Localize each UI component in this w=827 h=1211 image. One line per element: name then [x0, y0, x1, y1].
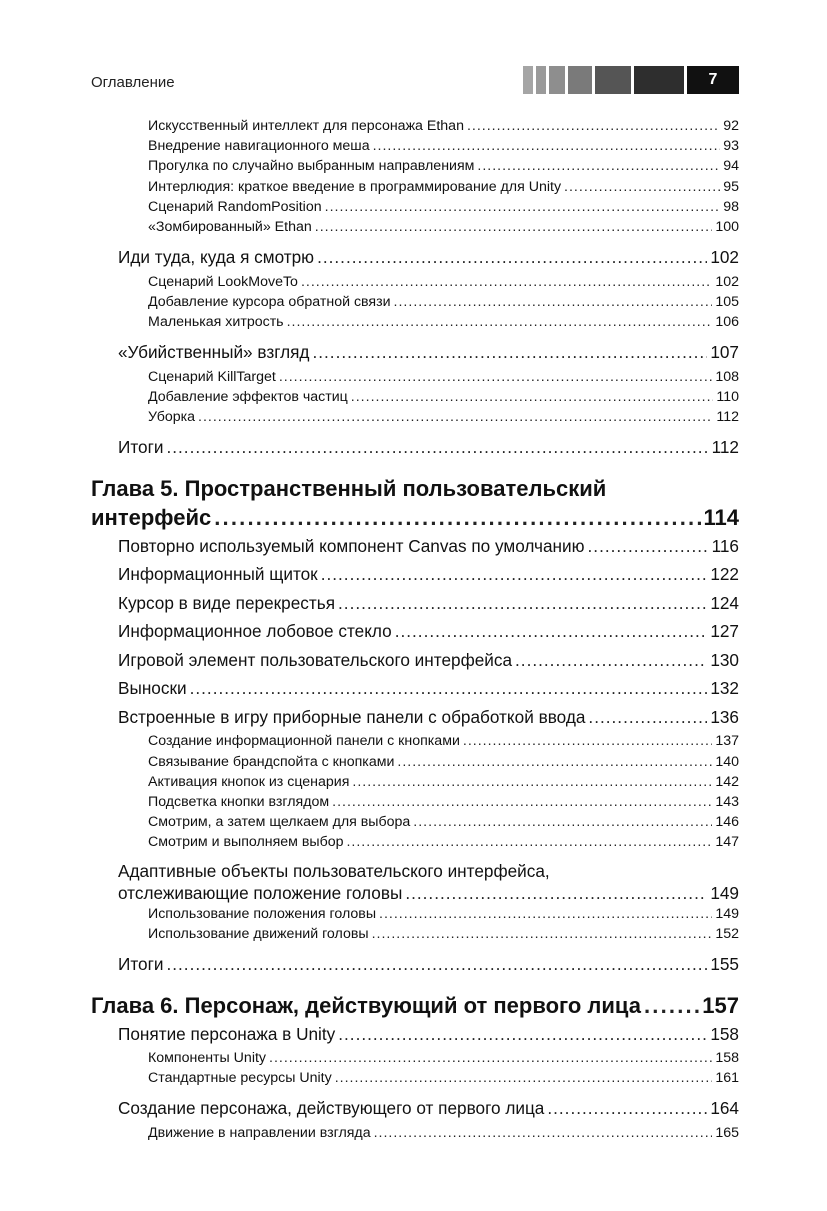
toc-section: Встроенные в игру приборные панели с обработкой ввода ..... 136	[91, 703, 739, 732]
toc-entry: Искусственный интеллект для персонажа Ethan ..... 92	[91, 116, 739, 136]
toc-section: Информационное лобовое стекло ..... 127	[91, 617, 739, 646]
header-bar	[568, 66, 592, 94]
toc-entry: Маленькая хитрость ..... 106	[91, 312, 739, 332]
toc-entry: Подсветка кнопки взглядом ..... 143	[91, 792, 739, 812]
running-head-title: Оглавление	[91, 74, 175, 91]
toc-entry: Сценарий KillTarget ..... 108	[91, 367, 739, 387]
header-bar	[549, 66, 565, 94]
toc-entry: Смотрим и выполняем выбор ..... 147	[91, 832, 739, 852]
toc-section: Понятие персонажа в Unity ..... 158	[91, 1020, 739, 1049]
header-bars	[523, 66, 739, 94]
toc-entry: Уборка ..... 112	[91, 407, 739, 427]
chapter-6-heading: Глава 6. Персонаж, действующий от первого лица ..... 157	[91, 991, 739, 1020]
toc-entry: Сценарий LookMoveTo ..... 102	[91, 272, 739, 292]
header-bar	[634, 66, 684, 94]
header-bar	[536, 66, 546, 94]
toc-entry: Смотрим, а затем щелкаем для выбора ..... 146	[91, 812, 739, 832]
toc-entry: Движение в направлении взгляда ..... 165	[91, 1123, 739, 1143]
toc-entry: Активация кнопок из сценария ..... 142	[91, 772, 739, 792]
toc-entry: Прогулка по случайно выбранным направлениям ..... 94	[91, 156, 739, 176]
toc-entry: Сценарий RandomPosition ..... 98	[91, 197, 739, 217]
toc-entry: Создание информационной панели с кнопками ..... 137	[91, 731, 739, 751]
toc-section: Игровой элемент пользовательского интерфейса ..... 130	[91, 646, 739, 675]
toc-entry: Компоненты Unity ..... 158	[91, 1048, 739, 1068]
toc-section: Повторно используемый компонент Canvas по умолчанию ..... 116	[91, 532, 739, 561]
toc-section: Итоги ..... 155	[91, 950, 739, 979]
toc-entry: «Зомбированный» Ethan ..... 100	[91, 217, 739, 237]
header-bar	[523, 66, 533, 94]
toc-entry: Интерлюдия: краткое введение в программирование для Unity ..... 95	[91, 177, 739, 197]
toc-entry: Использование положения головы ..... 149	[91, 904, 739, 924]
toc-entry: Стандартные ресурсы Unity ..... 161	[91, 1068, 739, 1088]
table-of-contents	[91, 116, 739, 1143]
toc-section: Курсор в виде перекрестья ..... 124	[91, 589, 739, 618]
header-bar	[595, 66, 631, 94]
toc-entry: Внедрение навигационного меша ..... 93	[91, 136, 739, 156]
toc-section: Информационный щиток ..... 122	[91, 560, 739, 589]
page-header	[91, 66, 739, 94]
toc-section: Иди туда, куда я смотрю ..... 102	[91, 243, 739, 272]
toc-entry: Использование движений головы ..... 152	[91, 924, 739, 944]
page-number: 7	[687, 66, 739, 94]
toc-section: Выноски ..... 132	[91, 674, 739, 703]
toc-entry: Добавление курсора обратной связи ..... 105	[91, 292, 739, 312]
toc-section: «Убийственный» взгляд ..... 107	[91, 338, 739, 367]
toc-entry: Добавление эффектов частиц ..... 110	[91, 387, 739, 407]
toc-section: Создание персонажа, действующего от первого лица ..... 164	[91, 1094, 739, 1123]
toc-section: Итоги ..... 112	[91, 433, 739, 462]
toc-entry: Связывание брандспойта с кнопками ..... 140	[91, 752, 739, 772]
toc-section-adaptive: Адаптивные объекты пользовательского интерфейса, отслеживающие положение головы ..... 149	[91, 860, 739, 904]
chapter-5-heading: Глава 5. Пространственный пользовательский интерфейс ..... 114	[91, 474, 739, 532]
